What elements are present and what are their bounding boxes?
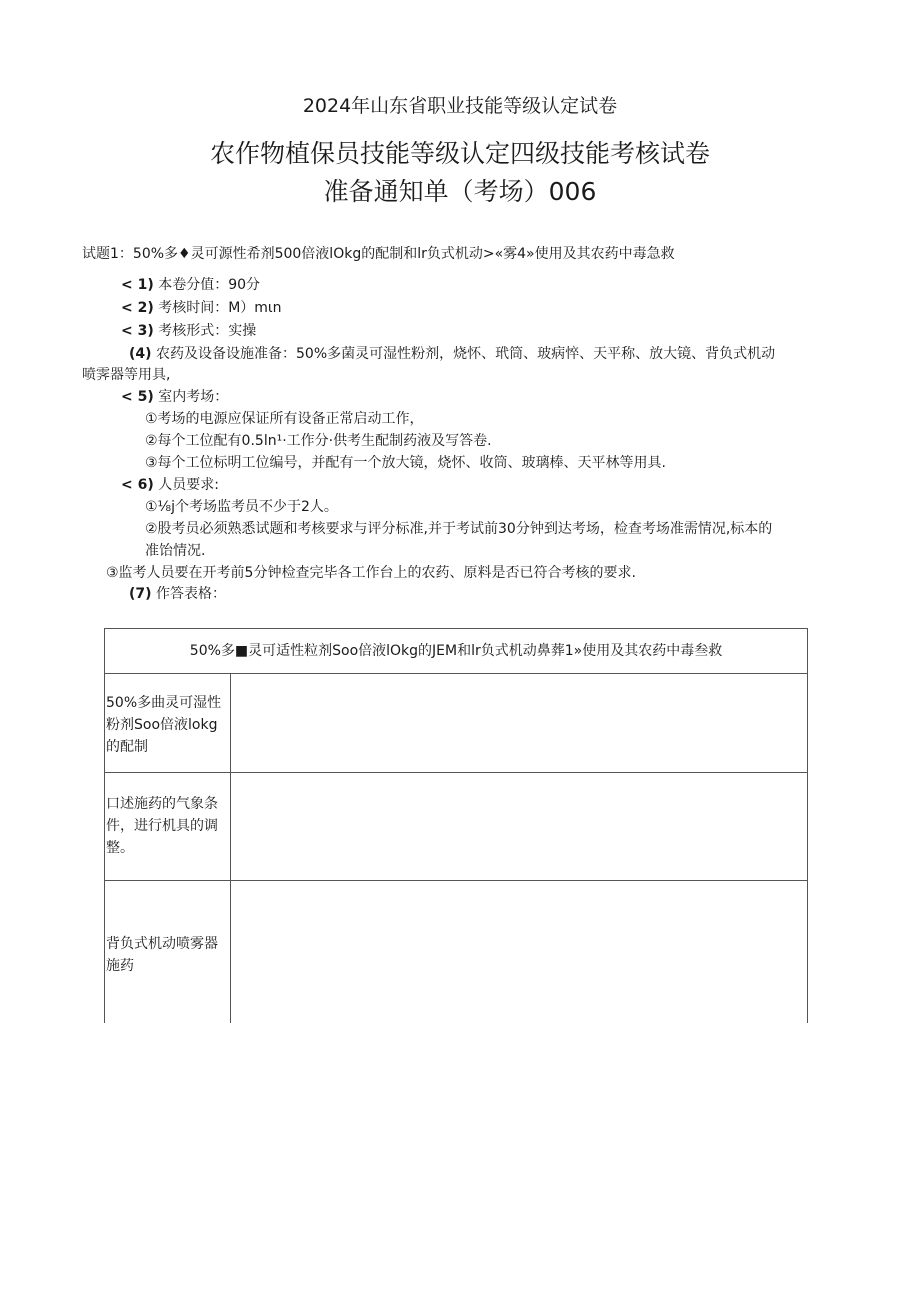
table-header-row [105, 629, 807, 674]
staff-point-3: ③监考人员要在开考前5分钟检查完毕各工作台上的农药、原料是否已符合考核的要求. [106, 565, 636, 581]
row-label-line: 50%多曲灵可湿性 [106, 695, 222, 711]
item-5 [121, 387, 228, 407]
item-number: (7) [129, 586, 152, 602]
item-6 [121, 475, 219, 495]
exam-title: 农作物植保员技能等级认定四级技能考核试卷 [209, 139, 710, 168]
item-text: 室内考场： [158, 389, 229, 405]
item-number: < 3) [121, 323, 154, 339]
row-label-line: 件，进行机具的调 [106, 818, 218, 834]
table-header: 50%多■灵可适性粒剂Soo倍液lOkg的JEM和lr负式机动鼻葬1»使用及其农药中毒叁救 [189, 643, 723, 659]
item-number: < 5) [121, 389, 154, 405]
question-line [82, 244, 675, 264]
row-label-line: 背负式机动喷雾器 [106, 936, 218, 952]
staff-point-1: ①⅛j个考场监考员不少于2人。 [145, 499, 338, 515]
item-text: 考核时间：M）mιn [158, 300, 282, 316]
answer-area[interactable] [231, 881, 807, 1023]
question-text: 50%多♦灵可源性希剂500倍液lOkg的配制和lr负式机动>«雾4»使用及其农药中毒急救 [132, 246, 675, 262]
row-label-line: 粉剂Soo倍液lokg [106, 717, 218, 733]
item-text: 人员要求: [158, 477, 219, 493]
answer-table [104, 628, 808, 1023]
table-row [105, 773, 807, 881]
row-label-line: 整。 [106, 840, 134, 856]
item-4-line1 [129, 344, 775, 364]
room-point-2: ②每个工位配有0.5ln¹·工作分·供考生配制药液及写答卷. [145, 433, 492, 449]
row-label [105, 674, 231, 772]
item-4-line2: 喷霁器等用具, [82, 367, 171, 383]
staff-point-2-cont: 准饴情况. [145, 543, 206, 559]
item-text: 本卷分值：90分 [158, 277, 261, 293]
exam-title-line2: 准备通知单（考场）006 [323, 177, 597, 206]
item-text: 考核形式：实操 [158, 323, 257, 339]
room-point-3: ③每个工位标明工位编号，并配有一个放大镜，烧怀、收筒、玻璃棒、天平林等用具. [145, 455, 666, 471]
row-label [105, 773, 231, 880]
row-label-line: 施药 [106, 958, 134, 974]
answer-area[interactable] [231, 773, 807, 880]
item-number: < 6) [121, 477, 154, 493]
table-row [105, 674, 807, 773]
table-row [105, 881, 807, 1023]
item-1 [121, 275, 260, 295]
row-label-line: 的配制 [106, 739, 148, 755]
item-number: (4) [129, 346, 152, 362]
item-number: < 2) [121, 300, 154, 316]
row-label [105, 881, 231, 1023]
exam-subtitle: 2024年山东省职业技能等级认定试卷 [302, 95, 618, 117]
row-label-line: 口述施药的气象条 [106, 796, 218, 812]
item-7 [129, 584, 226, 604]
room-point-1: ①考场的电源应保证所有设备正常启动工作， [145, 411, 424, 427]
item-text: 农药及设备设施准备：50%多菌灵可湿性粉剂，烧怀、玳筒、玻病悴、天平称、放大镜、背负式机动 [156, 346, 776, 362]
item-text: 作答表格： [156, 586, 226, 602]
question-label: 试题1： [82, 246, 133, 262]
answer-area[interactable] [231, 674, 807, 772]
item-2 [121, 298, 282, 318]
item-3 [121, 321, 256, 341]
item-number: < 1) [121, 277, 154, 293]
staff-point-2: ②股考员必须熟悉试题和考核要求与评分标准,并于考试前30分钟到达考场，检查考场准需情况,标本的 [145, 521, 773, 537]
